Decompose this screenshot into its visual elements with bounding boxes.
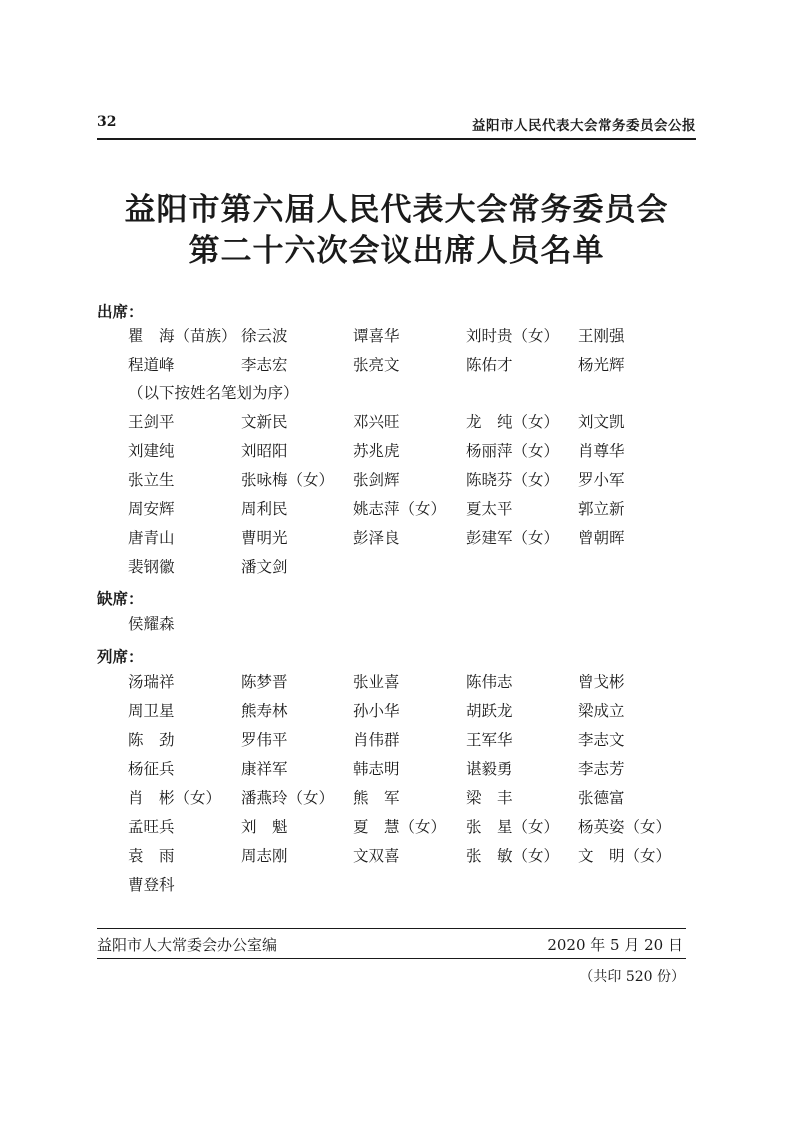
person-name: 苏兆虎	[353, 442, 400, 460]
document-title-line1: 益阳市第六届人民代表大会常务委员会	[124, 192, 669, 228]
person-name: 潘文剑	[241, 558, 288, 576]
person-name: 姚志萍（女）	[353, 500, 447, 518]
person-name: 张业喜	[353, 673, 400, 691]
person-name: 康祥军	[241, 760, 288, 778]
person-name: 李志宏	[241, 356, 288, 374]
person-name: 肖伟群	[353, 731, 400, 749]
person-name: 李志芳	[578, 760, 625, 778]
observers-label: 列席：	[97, 647, 144, 666]
person-name: 肖 彬（女）	[128, 789, 222, 807]
person-name: 罗伟平	[241, 731, 288, 749]
person-name: 陈梦晋	[241, 673, 288, 691]
page-number: 32	[97, 114, 117, 130]
person-name: 邓兴旺	[353, 413, 400, 431]
person-name: 潘燕玲（女）	[241, 789, 335, 807]
person-name: 周卫星	[128, 702, 175, 720]
person-name: 裴钢徽	[128, 558, 175, 576]
person-name: 王刚强	[578, 327, 625, 345]
person-name: 张咏梅（女）	[241, 471, 335, 489]
person-name: 熊寿林	[241, 702, 288, 720]
person-name: 夏 慧（女）	[353, 818, 447, 836]
person-name: 熊 军	[353, 789, 400, 807]
person-name: 瞿 海（苗族）	[128, 327, 237, 345]
person-name: 曾戈彬	[578, 673, 625, 691]
person-name: 曾朝晖	[578, 529, 625, 547]
person-name: 彭泽良	[353, 529, 400, 547]
publication-title: 益阳市人民代表大会常务委员会公报	[472, 118, 696, 134]
person-name: 刘文凯	[578, 413, 625, 431]
person-name: 刘建纯	[128, 442, 175, 460]
person-name: 韩志明	[353, 760, 400, 778]
person-name: 肖尊华	[578, 442, 625, 460]
person-name: 梁成立	[578, 702, 625, 720]
person-name: 刘时贵（女）	[466, 327, 560, 345]
page-header	[97, 114, 696, 136]
person-name: 刘昭阳	[241, 442, 288, 460]
footer-divider-bottom	[97, 958, 686, 959]
person-name: 孙小华	[353, 702, 400, 720]
person-name: 曹明光	[241, 529, 288, 547]
person-name: 唐青山	[128, 529, 175, 547]
person-name: 杨丽萍（女）	[466, 442, 560, 460]
person-name: 汤瑞祥	[128, 673, 175, 691]
person-name: 周志刚	[241, 847, 288, 865]
person-name: 陈伟志	[466, 673, 513, 691]
person-name: 杨征兵	[128, 760, 175, 778]
person-name: 杨光辉	[578, 356, 625, 374]
person-name: 谌毅勇	[466, 760, 513, 778]
person-name: 陈佑才	[466, 356, 513, 374]
order-note: （以下按姓名笔划为序）	[128, 384, 299, 402]
attended-label: 出席：	[97, 302, 144, 321]
person-name: 张立生	[128, 471, 175, 489]
person-name: 彭建军（女）	[466, 529, 560, 547]
person-name: 徐云波	[241, 327, 288, 345]
person-name: 文新民	[241, 413, 288, 431]
person-name: 文 明（女）	[578, 847, 672, 865]
person-name: 文双喜	[353, 847, 400, 865]
header-divider	[97, 138, 696, 140]
document-title-line2: 第二十六次会议出席人员名单	[188, 233, 605, 269]
person-name: 张亮文	[353, 356, 400, 374]
print-count: （共印 520 份）	[579, 969, 685, 985]
person-name: 张 星（女）	[466, 818, 560, 836]
person-name: 侯耀森	[128, 615, 175, 633]
person-name: 周利民	[241, 500, 288, 518]
person-name: 周安辉	[128, 500, 175, 518]
person-name: 龙 纯（女）	[466, 413, 560, 431]
person-name: 袁 雨	[128, 847, 175, 865]
person-name: 王军华	[466, 731, 513, 749]
person-name: 曹登科	[128, 876, 175, 894]
person-name: 刘 魁	[241, 818, 288, 836]
person-name: 胡跃龙	[466, 702, 513, 720]
person-name: 陈晓芬（女）	[466, 471, 560, 489]
person-name: 罗小军	[578, 471, 625, 489]
issue-date: 2020 年 5 月 20 日	[547, 936, 683, 954]
person-name: 王剑平	[128, 413, 175, 431]
editor-note: 益阳市人大常委会办公室编	[97, 936, 278, 954]
person-name: 张德富	[578, 789, 625, 807]
person-name: 孟旺兵	[128, 818, 175, 836]
person-name: 谭喜华	[353, 327, 400, 345]
person-name: 杨英姿（女）	[578, 818, 672, 836]
absent-label: 缺席：	[97, 589, 144, 608]
person-name: 梁 丰	[466, 789, 513, 807]
person-name: 李志文	[578, 731, 625, 749]
person-name: 陈 劲	[128, 731, 175, 749]
person-name: 张剑辉	[353, 471, 400, 489]
person-name: 程道峰	[128, 356, 175, 374]
person-name: 郭立新	[578, 500, 625, 518]
person-name: 夏太平	[466, 500, 513, 518]
footer-divider-top	[97, 928, 686, 929]
person-name: 张 敏（女）	[466, 847, 560, 865]
